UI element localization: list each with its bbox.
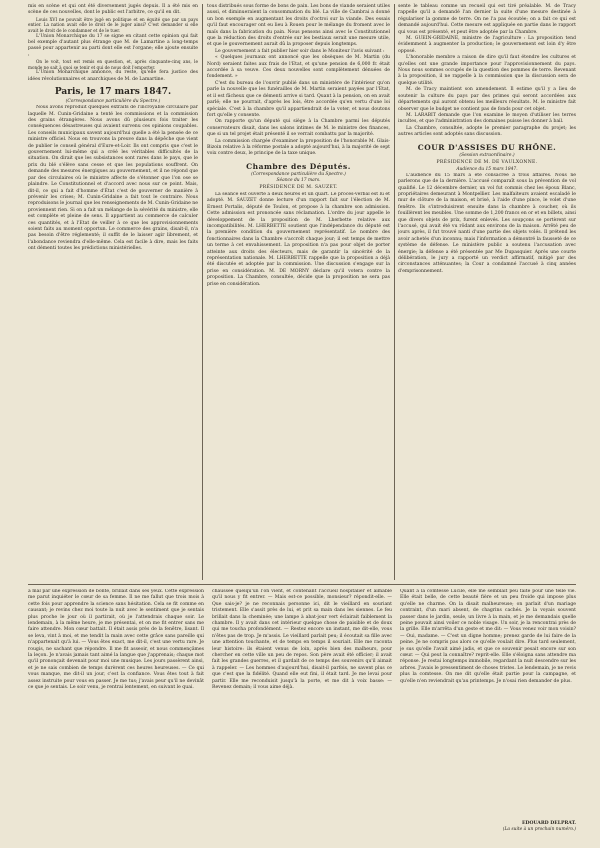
column-rule (202, 4, 203, 580)
article-text: tous distribués sous forme de bons de pain. Les bons de viande seraient utiles aussi, et diminueraient la consommation du blé. La ville de Cambrai a donné un bon exemple en augmentant les droits d'octroi sur la viande. Des essais qu'il faut encourager ont eu lieu à Rouen pour le mélange du froment avec le maïs dans la fabrication du pain. Nous pensons ainsi avec le Constitutionnel que la réduction des droits d'entrée sur les bestiaux serait une mesure utile, et que le gouvernement aurait dû la proposer depuis longtemps. (207, 4, 390, 48)
article-body: Nous avons reproduit quelques extraits de l'incroyable circulaire par laquelle M. Cunin-Gridaine a tenté les commissions et la commission des grains étrangères. Nous avons dû plusieurs fois traiter les conséquences désastreuses qui avaient survenu ces opinions coupables. Les conseils municipaux savent aujourd'hui quelle a été la pensée de ce ministre officiel. Nous en trouvons la preuve dans la dépêche que vient de publier le conseil général d'Eure-et-Loir. Ils ont compris que c'est le gouvernement lui-même qui a créé les véritables difficultés de la situation. On dirait que les subsistances sont rares dans le pays, que le prix du blé s'élève sans cesse et que les populations souffrent. On demande des mesures énergiques au gouvernement, et il ne répond que par des circulaires où le ministre affecte de s'étonner que l'on ose se plaindre. Le Constitutionnel et d'accord avec nous sur ce point. Mais, dit-il, ce qui a fait d'homme d'État c'est de gouverner de manière à prévenir les crises; M. Cunin-Gridaine a fait tout le contraire. Nous reproduisons le journal que les renseignements de M. Cunin-Gridaine ne proviennent rien. Si on a fait un mélange de la sévérité du ministre, elle est complète et pleine de sens. Il appartient au commerce de calculer ces quantités, et à l'Etat de veiller à ce que les approvisionnements soient faits au moment opportun. Le commerce des grains, disait-il, n'a pas besoin d'être réglementé; il suffit de le laisser agir librement, et l'abondance reviendra d'elle-même. Cela est facile à dire, mais les faits ont démenti toutes les prédictions ministérielles. (28, 105, 198, 252)
article-text: M. LARABIT demande que l'on examine le moyen d'utiliser les terres incultes, et que l'administration des domaines puisse les donner à bail. (398, 112, 576, 125)
feuilleton-column (212, 589, 392, 843)
feuilleton-text-wrap (400, 589, 576, 821)
session-date: Séance du 17 mars. (276, 177, 321, 183)
article-text: La commission chargée d'examiner la proposition de l'honorable M. Glais-Bizoin relative à la réforme postale a adopté aujourd'hui, à la majorité de sept voix contre deux, le principe de la taxe unique. (207, 138, 390, 157)
continued-note: (La suite à un prochain numéro.) (502, 827, 576, 832)
article-text: C'est du bureau de l'ouvrir publié dans un ministère de l'intérieur qu'on parle la nouvelle que les funérailles de M. Martin seraient payées par l'Etat, et il est fâcheux que ce démenti arrive si tard. Quant à la pension, on en avait parlé; elle ne pourrait, d'après les lois, être accordée qu'en vertu d'une loi spéciale. C'est à la chambre qu'il appartiendrait de la voter, et nous doutons fort qu'elle y consente. (207, 80, 390, 118)
column-left (28, 4, 198, 461)
section-subheading: (Session extraordinaire.) (459, 152, 515, 158)
section-subheading: (Correspondance particulière du Spectre.) (251, 171, 346, 177)
section-heading-cour-assises: COUR D'ASSISES DU RHÔNE. (417, 142, 557, 152)
feuilleton-column (400, 589, 576, 833)
article-text: L'honorable membre a raison de dire qu'il faut étendre les cultures et qu'elles ont une grande importance pour l'approvisionnement du pays. Nous nous sommes occupés de la question des pommes de terre. Revenant à la proposition, il ne rappelle à la commission que la discussion sera de quelque utilité. (398, 55, 576, 86)
section-heading-chambre: Chambre des Députés. (246, 161, 351, 171)
quote-text: Louis XVI ne pouvait être jugé en politique et en équité que par un pays entier. La nation avait elle le droit de le juger ainsi? C'est demander si elle avait le droit de le condamner et de le tuer. (28, 16, 198, 33)
article-text: M. de Tracy maintient son amendement. Il estime qu'il y a lieu de soutenir la culture du pays par des primes qui seront accordées aux départements qui auront obtenu les meilleurs résultats. M. le ministre fait observer que le budget ne contient pas de fonds pour cet objet. (398, 87, 576, 112)
article-text: L'Union Monarchique annonce, du reste, qu'elle fera justice des idées révolutionnaires et anarchiques de M. de Lamartine. (28, 70, 198, 82)
article-text: mis en scène et qui ont été diversement jugés depuis. Il a été mis en scène de ces nouvelles, dont le public est l'arbitre, ce qu'il en dit. (28, 4, 198, 16)
column-middle (207, 4, 390, 372)
article-text: On rapporte qu'un député qui siège à la Chambre parmi les députés conservateurs disait, dans les salons intimes de M. le ministre des finances, que si un tel projet était présenté il se verrait combattu par la majorité. (207, 119, 390, 138)
feuilleton-text: à mal par une expression de bonté, brillait dans ses yeux. Cette expression me parut inquiéter le cœur de sa femme. Il ne me fallut que trois mois à cette fois pour apprendre la science sans hésitation. Cela se fit comme en causant; je revins chez moi toute la nuit avec le sentiment que je sentais plus proche le jour où il partirait, où je l'attendrais chaque soir. Le lendemain, à la même heure, je me présentai, et on me fit entrer sans me faire attendre. Mon cœur battait. Il était assis près de la fenêtre, lisant. Il se leva, vint à moi, et me tendit la main avec cette grâce sans pareille qui n'appartenait qu'à lui. — Vous êtes exact, me dit-il, c'est une vertu rare. Je rougis, ne sachant que répondre. Il me fit asseoir, et nous commençâmes la leçon. Je n'avais jamais tant aimé la langue que j'apprenais; chaque mot qu'il prononçait devenait pour moi une musique. Les jours passèrent ainsi, et je ne sais combien de temps durèrent ces heures heureuses. — Ce qui vous manque, me dit-il un jour, c'est la confiance. Vous êtes tout à fait assez instruite pour vous en passer. Je me tus; j'avais peur qu'il ne devinât ce que je sentais. Le soir venu, je rentrai lentement, en suivant le quai. (28, 589, 204, 691)
article-text: sente le tableau comme un recueil qui est tiré préalable. M. de Tracy rappelle qu'il a demandé l'an dernier la suite d'une mesure destinée à régulariser la gomme de terre. On ne l'a pas écoutée; on a fait ce qui est demandé aujourd'hui. Cette mesure est appliquée en partie dans le rapport qui vous est présenté, et peut être adoptée par la Chambre. (398, 4, 576, 35)
article-text: « Quelques journaux ont annoncé que les obsèques de M. Martin (du Nord) seraient faites aux frais de l'Etat, et qu'une pension de 6,000 fr. était accordée à sa veuve. Ces deux nouvelles sont complètement dénuées de fondement. » (207, 55, 390, 80)
feuilleton-section (28, 584, 576, 847)
article-text: L'Union Monarchique du 17 se signe en citant cette opinion qui fait bel exemple d'autant plus étrange que M. de Lamartine a long-temps passé pour appartenir au parti dont elle est l'organe; elle ajoute ensuite : (28, 33, 198, 58)
section-subheading: (Correspondance particulière du Spectre.) (65, 99, 161, 105)
feuilleton-column (28, 589, 204, 843)
feuilleton-text: chaussée quelqu'un l'on vient, et contenant l'accueil hospitalier et aimable qu'il nous y fit entrer. — Mais est-ce possible, monsieur? répondit-elle. — Que sais-je? je ne reconnais personne ici, dit le vieillard en souriant tristement. Elle s'assit près de lui, et prit sa main dans les siennes. Le feu brillait dans la cheminée; une lampe à abat-jour vert éclairait faiblement la chambre. Il y avait dans cet intérieur quelque chose de paisible et de doux qui me toucha profondément. — Restez encore un instant, me dit-elle, vous n'êtes pas de trop. Je m'assis. Le vieillard parlait peu; il écoutait sa fille avec une attention touchante, et de temps en temps il souriait. Elle me raconta leur histoire: ils étaient venus de loin, après bien des malheurs, pour chercher en cette ville un peu de repos. Son père avait été officier; il avait fait les grandes guerres, et il gardait de ce temps des souvenirs qu'il aimait à rappeler. — Les hommes d'aujourd'hui, disait-il parfois, ne savent plus ce que c'est que la fidélité. Quand elle eut fini, il était tard. Je me levai pour partir. Elle me reconduisit jusqu'à la porte, et me dit à voix basse: — Revenez demain; il vous aime déjà. (212, 589, 392, 691)
session-date: Audience du 15 mars 1847. (456, 166, 518, 172)
article-text: La Chambre, consultée, adopte le premier paragraphe du projet; les autres articles sont adoptés sans discussion. (398, 125, 576, 138)
presidency-line: PRÉSIDENCE DE M. DE VAULXONNE. (436, 159, 538, 165)
article-text: Le gouvernement a fait publier hier soir dans le Moniteur l'avis suivant : (215, 48, 385, 54)
quote-text: On le voit, tout est remis en question, et, après cinquante-cinq ans, le monde ne sait à quoi se tenir et qui de nous doit l'emporter. (28, 59, 198, 70)
column-rule (394, 4, 395, 580)
article-body: La séance est ouverte à deux heures et un quart. Le procès-verbal est lu et adopté. M. SAUZET donne lecture d'un rapport fait sur l'élection de M. Ernest Portalis, député de Toulon, et propose à la chambre son admission. Cette admission est prononcée sans réclamation. L'ordre du jour appelle le développement de la proposition de M. Lherbette relative aux incompatibilités. M. LHERBETTE soutient que l'indépendance du député est la première condition du gouvernement représentatif. Le nombre des fonctionnaires dans la Chambre s'accroît chaque jour; il est temps de mettre un terme à cet envahissement. La proposition n'a pas pour objet de porter atteinte aux droits des électeurs, mais de garantir la sincérité de la représentation nationale. M. LHERBETTE rappelle que la proposition a déjà été discutée et adoptée par la commission. Une discussion s'engage sur la prise en considération. M. DE MORNY déclare qu'il votera contre la proposition. La Chambre, consultée, décide que la proposition ne sera pas prise en considération. (207, 191, 390, 287)
section-heading-paris: Paris, le 17 mars 1847. (54, 87, 172, 98)
article-text: M. GUEIN-GRIDAINE, ministre de l'agriculture : La proposition tend évidemment à augmenter la production; le gouvernement est loin d'y être opposé. (398, 36, 576, 54)
presidency-line: PRÉSIDENCE DE M. SAUZET. (259, 184, 338, 190)
article-body: L'audience du 15 mars a été consacrée à trois affaires. Nous ne parlerons que de la dernière. L'accusé comparaît sous la prévention de vol qualifié. Le 12 décembre dernier, un vol fut commis chez les époux Blanc, propriétaires demeurant à Montpellier. Les malfaiteurs avaient escaladé le mur de clôture de la maison, et brisé, à l'aide d'une pince, le volet d'une fenêtre. Ils s'introduisirent ensuite dans la chambre à coucher, où ils fouillèrent les meubles. Une somme de 1,200 francs en or et en billets, ainsi que divers objets de prix, furent enlevés. Les soupçons se portèrent sur l'accusé, qui avait été vu rôdant aux environs de la maison. Arrêté peu de jours après, il fut trouvé nanti d'une partie des objets volés. Il prétend les avoir achetés d'un inconnu; mais l'information a démontré la fausseté de ce système de défense. Le ministère public a soutenu l'accusation avec énergie; la défense a été présentée par Me Dupasquier. Après une courte délibération, le jury a rapporté un verdict affirmatif, mitigé par des circonstances atténuantes; la Cour a condamné l'accusé à cinq années d'emprisonnement. (398, 172, 576, 274)
feuilleton-text: Quant à la comtesse Lucile, elle me semblait peu faite pour une telle vie. Elle était belle, de cette beauté fière et un peu froide qui impose plus qu'elle ne charme. On la disait malheureuse; on parlait d'un mariage contraint, d'un mari absent, de chagrins cachés. Je la voyais souvent passer dans le jardin, seule, un livre à la main, et je me demandais quelle peine pouvait ainsi voiler ce noble visage. Un soir, je la rencontrai près de la grille. Elle m'arrêta d'un geste et me dit: — Vous venez voir mon voisin? — Oui, madame. — C'est un digne homme; prenez garde de lui faire de la peine. Je ne compris pas alors ce qu'elle voulait dire. Plus tard seulement, je sus qu'elle l'avait aimé jadis, et que ce souvenir pesait encore sur son cœur. — Qui peut la connaître? reprit-elle. Elle s'éloigna sans attendre ma réponse. Je restai longtemps immobile, regardant la nuit descendre sur les arbres. J'avais le pressentiment de choses tristes. Le lendemain, je ne revis plus la comtesse. On me dit qu'elle était partie pour la campagne, et qu'elle n'en reviendrait qu'au printemps. Je n'osai rien demander de plus. (400, 589, 576, 684)
column-right (398, 4, 576, 373)
author-signature: EDOUARD DELPRAT. (521, 821, 576, 826)
